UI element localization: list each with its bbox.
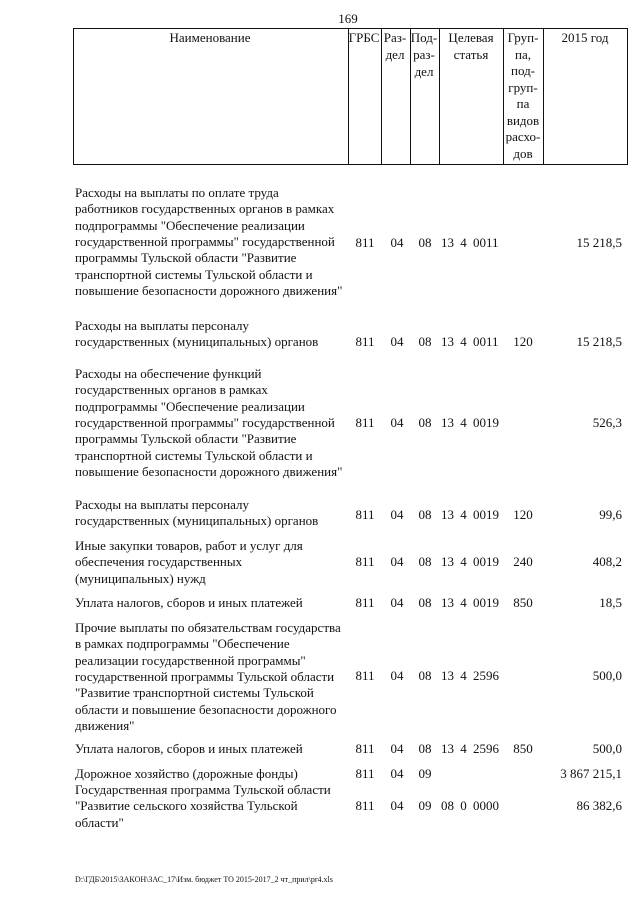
row-name-line: работников государственных органов в рамках <box>75 201 335 217</box>
row-name-line: государственной программы" государственной <box>75 414 335 430</box>
grbs-cell: 811 <box>355 507 375 522</box>
row-name-line: области" <box>75 814 124 830</box>
target-article-cell: 08 0 0000 <box>441 798 499 813</box>
row-name-line: "Развитие сельского хозяйства Тульской <box>75 798 298 814</box>
target-article-cell: 13 4 0019 <box>441 595 499 610</box>
expense-group-cell: 120 <box>513 507 533 522</box>
column-divider <box>73 28 74 165</box>
podrazdel-cell: 09 <box>418 766 432 781</box>
row-name-line: Уплата налогов, сборов и иных платежей <box>75 741 303 756</box>
podrazdel-cell: 08 <box>418 668 432 683</box>
grbs-cell: 811 <box>355 741 375 756</box>
razdel-cell: 04 <box>390 235 404 250</box>
header-podrazdel-line: Под- <box>410 30 438 45</box>
header-podrazdel-line: раз- <box>413 47 435 62</box>
podrazdel-cell: 08 <box>418 595 432 610</box>
target-article-cell: 13 4 2596 <box>441 668 499 683</box>
podrazdel-cell: 08 <box>418 507 432 522</box>
row-name-line: Дорожное хозяйство (дорожные фонды) <box>75 766 298 781</box>
page-number: 169 <box>338 11 358 26</box>
razdel-cell: 04 <box>390 334 404 349</box>
header-group-line: видов <box>506 113 540 128</box>
razdel-cell: 04 <box>390 798 404 813</box>
row-name-line: в рамках подпрограммы "Обеспечение <box>75 636 290 652</box>
row-name-line: Государственная программа Тульской области <box>75 782 331 797</box>
grbs-cell: 811 <box>355 798 375 813</box>
amount-2015-cell: 99,6 <box>599 507 622 522</box>
target-article-cell: 13 4 0011 <box>441 235 499 250</box>
row-name-line: Расходы на выплаты персоналу <box>75 318 250 333</box>
amount-2015-cell: 500,0 <box>592 741 622 756</box>
file-path-footer: D:\ГДБ\2015\ЗАКОН\ЗАС_17\Изм. бюджет ТО 2015-2017_2 чт_прил\pr4.xls <box>75 875 333 884</box>
row-name-line: Расходы на выплаты по оплате труда <box>75 185 279 200</box>
row-name-line: государственной программы Тульской области <box>75 668 335 684</box>
target-article-cell: 13 4 0019 <box>441 554 499 569</box>
row-name-line: подпрограммы "Обеспечение реализации <box>75 398 305 414</box>
column-divider <box>543 28 544 165</box>
razdel-cell: 04 <box>390 766 404 781</box>
row-name-line: повышение безопасности дорожного движения" <box>75 282 343 298</box>
header-group-line: под- <box>510 63 536 78</box>
column-divider <box>348 28 349 165</box>
row-name-line: повышение безопасности дорожного движения" <box>75 463 343 479</box>
row-name-line: движения" <box>75 717 135 733</box>
grbs-cell: 811 <box>355 415 375 430</box>
header-group-line: па, <box>515 47 531 62</box>
row-name-line: обеспечения государственных <box>75 554 243 570</box>
target-article-cell: 13 4 0019 <box>441 507 499 522</box>
column-divider <box>503 28 504 165</box>
razdel-cell: 04 <box>390 741 404 756</box>
expense-group-cell: 850 <box>513 595 533 610</box>
header-year: 2015 год <box>561 30 609 45</box>
amount-2015-cell: 408,2 <box>592 554 622 569</box>
amount-2015-cell: 86 382,6 <box>576 798 622 813</box>
row-name-line: государственной программы" государственной <box>75 233 335 249</box>
row-name-line: "Развитие транспортной системы Тульской <box>75 685 314 701</box>
header-group-line: па <box>516 96 530 111</box>
razdel-cell: 04 <box>390 595 404 610</box>
row-name-line: государственных органов в рамках <box>75 382 268 398</box>
row-name-line: программы Тульской области "Развитие <box>75 431 297 447</box>
target-article-cell: 13 4 0019 <box>441 415 499 430</box>
column-divider <box>627 28 628 165</box>
column-divider <box>381 28 382 165</box>
row-name-line: Расходы на выплаты персоналу <box>75 497 250 512</box>
target-article-cell: 13 4 0011 <box>441 334 499 349</box>
amount-2015-cell: 500,0 <box>592 668 622 683</box>
expense-group-cell: 850 <box>513 741 533 756</box>
header-razdel-line: Раз- <box>383 30 407 45</box>
header-group-line: расхо- <box>505 129 541 144</box>
expense-group-cell: 240 <box>513 554 533 569</box>
razdel-cell: 04 <box>390 415 404 430</box>
header-group-line: дов <box>513 146 533 161</box>
row-name-line: государственных (муниципальных) органов <box>75 513 319 529</box>
amount-2015-cell: 15 218,5 <box>576 235 622 250</box>
amount-2015-cell: 3 867 215,1 <box>560 766 622 781</box>
header-top-border <box>73 28 628 29</box>
podrazdel-cell: 08 <box>418 334 432 349</box>
razdel-cell: 04 <box>390 554 404 569</box>
grbs-cell: 811 <box>355 595 375 610</box>
header-bottom-border <box>73 164 628 165</box>
row-name-line: Иные закупки товаров, работ и услуг для <box>75 538 303 553</box>
row-name-line: Прочие выплаты по обязательствам государства <box>75 620 341 635</box>
header-podrazdel-line: дел <box>414 64 434 79</box>
header-grbs: ГРБС <box>348 30 380 45</box>
header-razdel-line: дел <box>385 47 405 62</box>
row-name-line: транспортной системы Тульской области и <box>75 266 313 282</box>
grbs-cell: 811 <box>355 235 375 250</box>
grbs-cell: 811 <box>355 334 375 349</box>
podrazdel-cell: 08 <box>418 235 432 250</box>
expense-group-cell: 120 <box>513 334 533 349</box>
row-name-line: государственных (муниципальных) органов <box>75 334 319 350</box>
razdel-cell: 04 <box>390 507 404 522</box>
row-name-line: области и повышение безопасности дорожного <box>75 701 337 717</box>
row-name-line: Расходы на обеспечение функций <box>75 366 262 381</box>
amount-2015-cell: 18,5 <box>599 595 622 610</box>
column-divider <box>410 28 411 165</box>
podrazdel-cell: 08 <box>418 554 432 569</box>
row-name-line: программы Тульской области "Развитие <box>75 250 297 266</box>
column-divider <box>439 28 440 165</box>
row-name-line: транспортной системы Тульской области и <box>75 447 313 463</box>
grbs-cell: 811 <box>355 668 375 683</box>
header-target-line: Целевая <box>448 30 494 45</box>
header-name: Наименование <box>169 30 251 45</box>
header-target-line: статья <box>453 47 489 62</box>
grbs-cell: 811 <box>355 554 375 569</box>
podrazdel-cell: 08 <box>418 741 432 756</box>
row-name-line: подпрограммы "Обеспечение реализации <box>75 217 305 233</box>
target-article-cell: 13 4 2596 <box>441 741 499 756</box>
header-group-line: груп- <box>508 80 538 95</box>
podrazdel-cell: 09 <box>418 798 432 813</box>
amount-2015-cell: 526,3 <box>592 415 622 430</box>
row-name-line: реализации государственной программы" <box>75 652 306 668</box>
header-group-line: Груп- <box>507 30 539 45</box>
razdel-cell: 04 <box>390 668 404 683</box>
row-name-line: Уплата налогов, сборов и иных платежей <box>75 595 303 610</box>
podrazdel-cell: 08 <box>418 415 432 430</box>
row-name-line: (муниципальных) нужд <box>75 570 206 586</box>
amount-2015-cell: 15 218,5 <box>576 334 622 349</box>
grbs-cell: 811 <box>355 766 375 781</box>
